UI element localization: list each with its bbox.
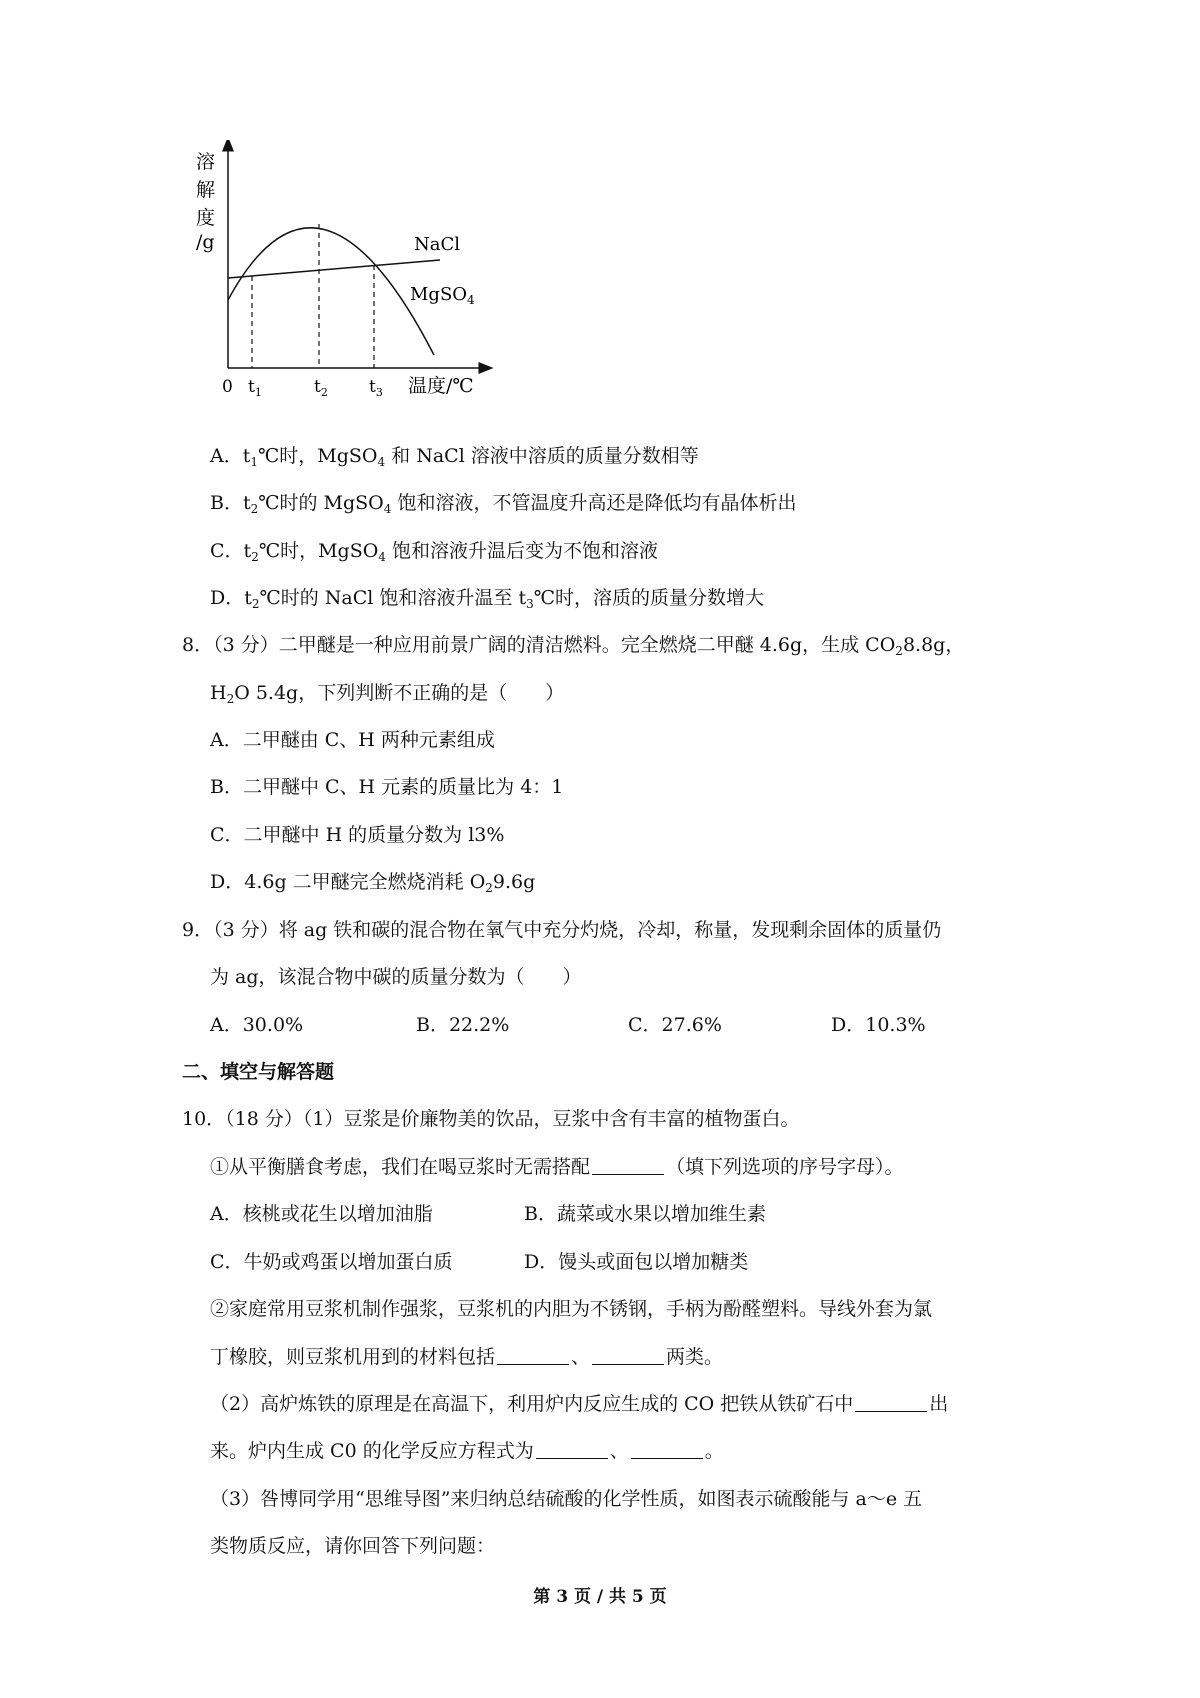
q9-stem-line1: 9．（3 分）将 ag 铁和碳的混合物在氧气中充分灼烧，冷却，称量，发现剩余固体的质量仍 (182, 919, 942, 941)
y-label-4: /g (196, 231, 215, 253)
q10-line2: ①从平衡膳食考虑，我们在喝豆浆时无需搭配 （填下列选项的序号字母）。 (210, 1156, 904, 1178)
answer-blank[interactable] (536, 1438, 608, 1459)
q10-line8: 来。炉内生成 C0 的化学反应方程式为 、 。 (210, 1440, 724, 1462)
q10-line10: 类物质反应，请你回答下列问题： (210, 1535, 496, 1557)
q10-line6: 丁橡胶，则豆浆机用到的材料包括 、 两类。 (210, 1346, 724, 1368)
q8-option-d: D．4.6g 二甲醚完全燃烧消耗 $O_29.6g$ (210, 871, 536, 895)
q10-option-a: A．核桃或花生以增加油脂 (210, 1203, 433, 1225)
mgso4-label: MgSO$_4$ (410, 284, 475, 307)
tick-t3: $t_3$ (369, 377, 383, 399)
tick-t1: $t_1$ (248, 377, 262, 399)
q8-stem-line2: $H_2O$ 5.4g，下列判断不正确的是（ ） (210, 682, 565, 706)
q8-option-b: B．二甲醚中 C、H 元素的质量比为 4：1 (210, 776, 564, 798)
q9-option-d: D．10.3% (831, 1014, 926, 1036)
y-label-2: 解 (196, 179, 216, 201)
q9-option-b: B．22.2% (416, 1014, 510, 1036)
y-label-3: 度 (196, 207, 216, 229)
q10-option-b: B．蔬菜或水果以增加维生素 (524, 1203, 766, 1225)
section-heading: 二、填空与解答题 (182, 1061, 335, 1083)
answer-blank[interactable] (855, 1391, 927, 1412)
y-label-1: 溶 (196, 151, 216, 173)
q9-option-c: C．27.6% (628, 1014, 722, 1036)
page-footer: 第 3 页 / 共 5 页 (533, 1587, 667, 1607)
q10-line1: 10．（18 分）（1）豆浆是价廉物美的饮品，豆浆中含有丰富的植物蛋白。 (182, 1108, 800, 1130)
nacl-label: NaCl (414, 234, 461, 255)
q10-line5: ②家庭常用豆浆机制作强浆，豆浆机的内胆为不锈钢，手柄为酚醛塑料。导线外套为氯 (210, 1298, 933, 1320)
q8-option-c: C．二甲醚中 H 的质量分数为 l3% (210, 824, 505, 846)
q7-option-a: A．$t_1℃$时，MgSO$_4$ 和 NaCl 溶液中溶质的质量分数相等 (210, 445, 699, 469)
x-label: 温度/℃ (408, 375, 474, 397)
answer-blank[interactable] (592, 1154, 664, 1175)
answer-blank[interactable] (592, 1344, 664, 1365)
tick-t2: $t_2$ (314, 377, 328, 399)
q8-option-a: A．二甲醚由 C、H 两种元素组成 (210, 729, 495, 751)
q7-option-c: C．$t_2℃$时，MgSO$_4$ 饱和溶液升温后变为不饱和溶液 (210, 540, 658, 564)
q9-stem-line2: 为 ag，该混合物中碳的质量分数为（ ） (210, 966, 582, 988)
solubility-graph (190, 140, 710, 410)
q7-option-d: D．$t_2℃$时的 NaCl 饱和溶液升温至 $t_3℃$时，溶质的质量分数增大 (210, 587, 764, 611)
q8-stem-line1: 8．（3 分）二甲醚是一种应用前景广阔的清洁燃料。完全燃烧二甲醚 4.6g，生成 $CO_28.8g$， (182, 634, 965, 658)
answer-blank[interactable] (631, 1438, 703, 1459)
q10-option-d: D．馒头或面包以增加糖类 (524, 1251, 749, 1273)
nacl-curve (228, 260, 440, 278)
answer-blank[interactable] (497, 1344, 569, 1365)
q7-option-b: B．$t_2℃$时的 MgSO$_4$ 饱和溶液，不管温度升高还是降低均有晶体析出 (210, 492, 797, 516)
mgso4-curve (228, 228, 434, 355)
q10-line7: （2）高炉炼铁的原理是在高温下，利用炉内反应生成的 CO 把铁从铁矿石中 出 (210, 1393, 949, 1415)
q10-option-c: C．牛奶或鸡蛋以增加蛋白质 (210, 1251, 453, 1273)
q10-line9: （3）咎博同学用“思维导图”来归纳总结硫酸的化学性质，如图表示硫酸能与 a～e 五 (210, 1488, 923, 1510)
origin-label: 0 (222, 377, 233, 397)
q9-option-a: A．30.0% (210, 1014, 304, 1036)
